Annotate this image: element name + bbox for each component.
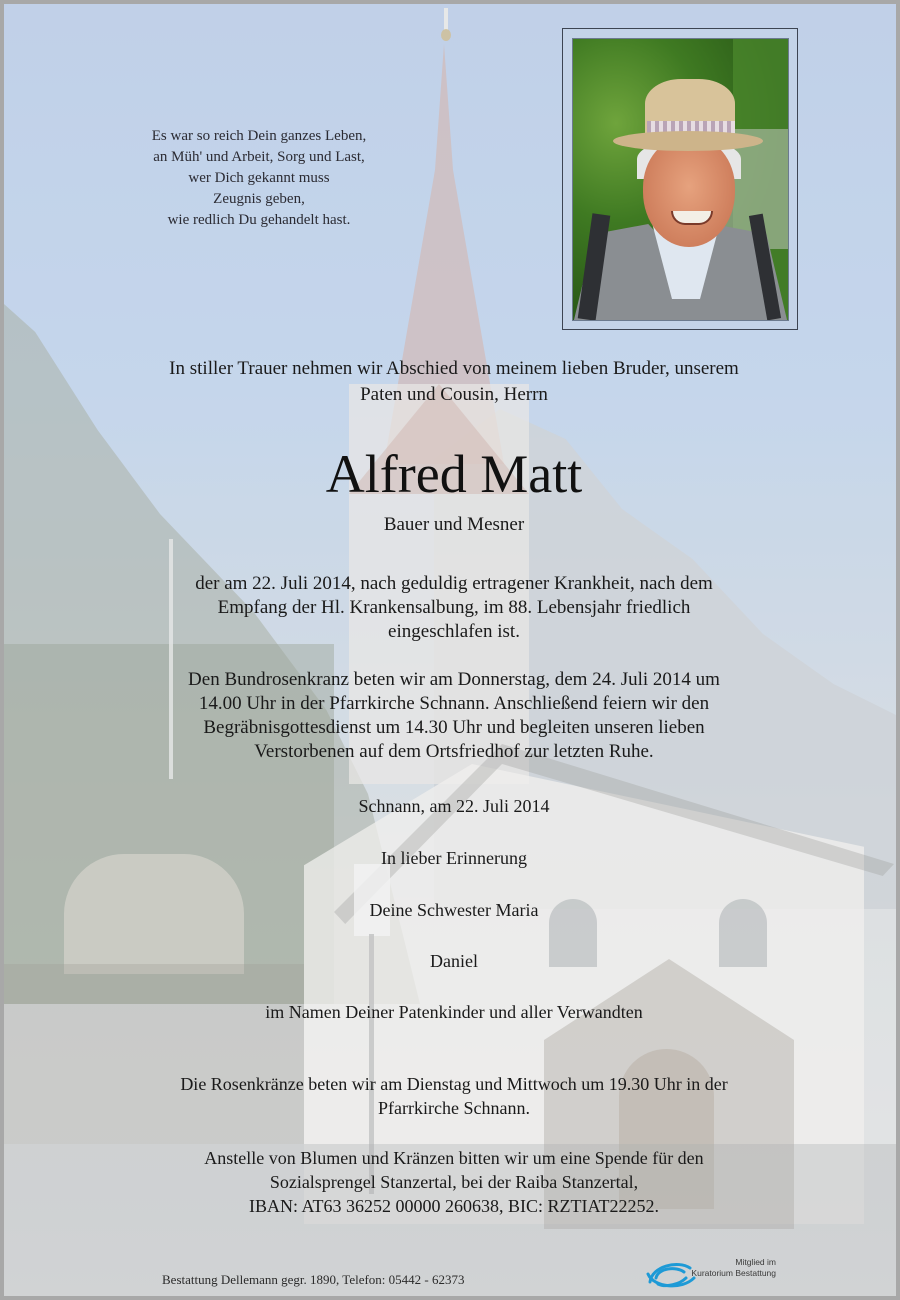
obituary-page	[4, 4, 896, 1296]
donation-line: Anstelle von Blumen und Kränzen bitten wir um eine Spende für den	[204, 1148, 704, 1168]
donation-line: IBAN: AT63 36252 00000 260638, BIC: RZTIAT22252.	[248, 1196, 659, 1216]
poem-line: an Müh' und Arbeit, Sorg und Last,	[153, 149, 365, 165]
face	[643, 137, 735, 247]
death-notice	[104, 572, 804, 644]
portrait-frame	[562, 28, 798, 330]
poem-line: Es war so reich Dein ganzes Leben,	[151, 128, 367, 144]
mourner-sister: Deine Schwester Maria	[369, 900, 539, 920]
funeral-line: 14.00 Uhr in der Pfarrkirche Schnann. Anschließend feiern wir den	[198, 693, 710, 714]
poem-line: Zeugnis geben,	[213, 191, 305, 207]
poem-line: wer Dich gekannt muss	[188, 170, 330, 186]
logo-line: Mitglied im	[735, 1257, 776, 1267]
intro-line: Paten und Cousin, Herrn	[360, 384, 548, 405]
rosary-line: Pfarrkirche Schnann.	[378, 1098, 530, 1118]
donation-info	[84, 1146, 824, 1218]
memory-line: In lieber Erinnerung	[381, 848, 527, 868]
mourners-on-behalf: im Namen Deiner Patenkinder und aller Verwandten	[265, 1002, 643, 1022]
portrait-photo	[572, 38, 789, 321]
straw-hat-brim	[613, 131, 763, 151]
logo-text	[684, 1257, 776, 1279]
donation-line: Sozialsprengel Stanzertal, bei der Raiba Stanzertal,	[269, 1172, 639, 1192]
notice-line: der am 22. Juli 2014, nach geduldig ertragener Krankheit, nach dem	[195, 573, 713, 594]
funeral-line: Den Bundrosenkranz beten wir am Donnerstag, dem 24. Juli 2014 um	[188, 669, 720, 690]
logo-line: Kuratorium Bestattung	[691, 1268, 776, 1278]
intro-line: In stiller Trauer nehmen wir Abschied von meinem lieben Bruder, unserem	[169, 358, 739, 379]
place-date: Schnann, am 22. Juli 2014	[358, 796, 550, 816]
notice-line: eingeschlafen ist.	[388, 621, 520, 642]
rosary-info	[84, 1072, 824, 1120]
funeral-info	[84, 668, 824, 764]
notice-line: Empfang der Hl. Krankensalbung, im 88. Lebensjahr friedlich	[217, 597, 691, 618]
poem-line: wie redlich Du gehandelt hast.	[167, 212, 351, 228]
memorial-poem	[114, 126, 404, 231]
funeral-line: Begräbnisgottesdienst um 14.30 Uhr und begleiten unseren lieben	[203, 717, 705, 738]
deceased-occupation: Bauer und Mesner	[383, 514, 525, 535]
funeral-line: Verstorbenen auf dem Ortsfriedhof zur letzten Ruhe.	[254, 741, 654, 762]
undertaker-info: Bestattung Dellemann gegr. 1890, Telefon: 05442 - 62373	[162, 1272, 465, 1287]
kuratorium-logo	[644, 1254, 794, 1294]
mourner-daniel: Daniel	[430, 951, 478, 971]
rosary-line: Die Rosenkränze beten wir am Dienstag und Mittwoch um 19.30 Uhr in der	[180, 1074, 728, 1094]
intro-text	[64, 356, 844, 408]
deceased-name: Alfred Matt	[325, 444, 583, 504]
